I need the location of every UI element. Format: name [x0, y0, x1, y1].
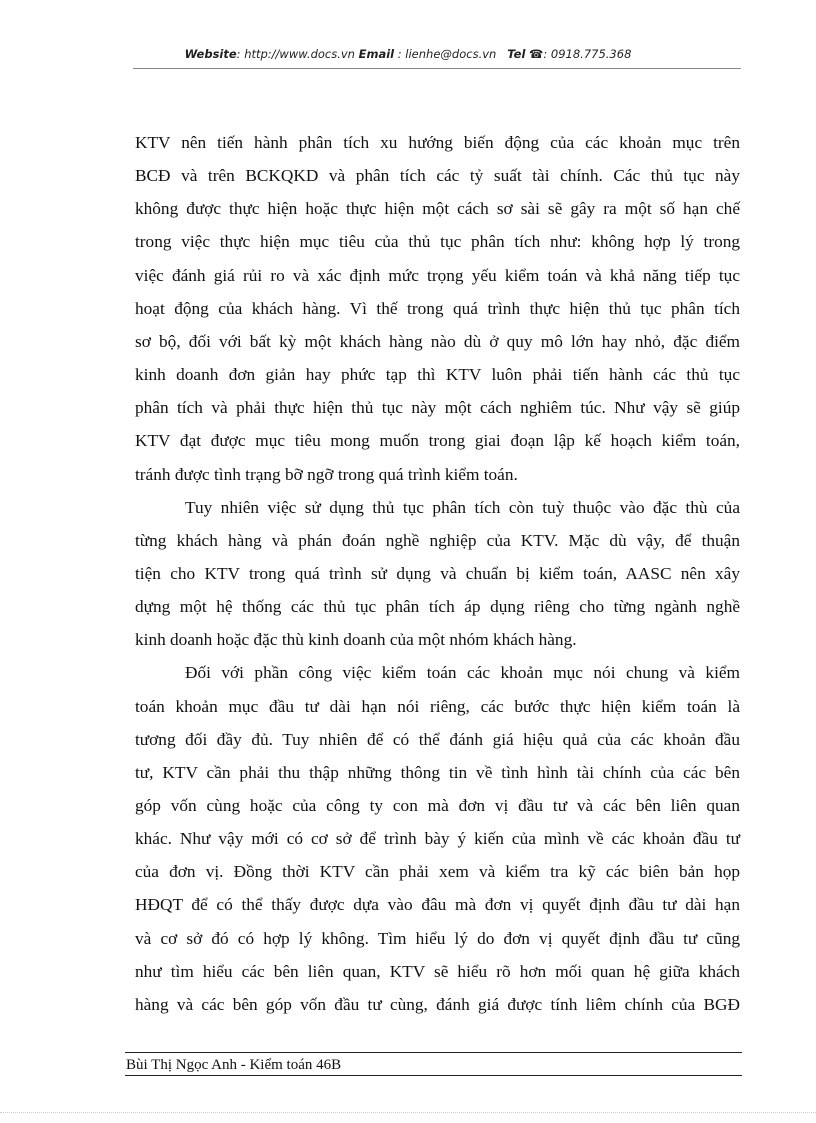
paragraph-3-line: HĐQT để có thể thấy được dựa vào đâu mà đơn vị quyết định đầu tư dài hạn	[135, 895, 740, 915]
paragraph-2-line: từng khách hàng và phán đoán nghề nghiệp của KTV. Mặc dù vậy, để thuận	[135, 530, 740, 550]
tel-label: Tel	[507, 47, 526, 61]
paragraph-1-line: KTV đạt được mục tiêu mong muốn trong giai đoạn lập kế hoạch kiểm toán,	[135, 431, 740, 451]
paragraph-1-line: phân tích và phải thực hiện thủ tục này một cách nghiêm túc. Như vậy sẽ giúp	[135, 398, 740, 418]
paragraph-1-line: trong việc thực hiện mục tiêu của thủ tục phân tích như: không hợp lý trong	[135, 232, 740, 252]
footer-bottom-divider	[125, 1075, 742, 1076]
email-label: Email	[358, 47, 395, 61]
paragraph-1-line: hoạt động của khách hàng. Vì thế trong quá trình thực hiện thủ tục phân tích	[135, 298, 740, 318]
paragraph-3-line: tư, KTV cần phải thu thập những thông tin về tình hình tài chính của các bên	[135, 762, 740, 782]
footer-top-divider	[125, 1052, 742, 1053]
paragraph-1-line: việc đánh giá rủi ro và xác định mức trọng yếu kiểm toán và khả năng tiếp tục	[135, 265, 740, 285]
paragraph-1-line: sơ bộ, đối với bất kỳ một khách hàng nào dù ở quy mô lớn hay nhỏ, đặc điểm	[135, 331, 740, 351]
page-break-dotted-line	[0, 1112, 816, 1113]
paragraph-3-line: và cơ sở đó có hợp lý không. Tìm hiểu lý do đơn vị quyết định đầu tư cũng	[135, 928, 740, 948]
paragraph-3-line: của đơn vị. Đồng thời KTV cần phải xem và kiểm tra kỹ các biên bản họp	[135, 862, 740, 882]
paragraph-3-line: toán khoản mục đầu tư dài hạn nói riêng, các bước thực hiện kiểm toán là	[135, 696, 740, 716]
paragraph-3-line: Đối với phần công việc kiểm toán các khoản mục nói chung và kiểm	[185, 663, 740, 683]
paragraph-1-line: không được thực hiện hoặc thực hiện một cách sơ sài sẽ gây ra một số hạn chế	[135, 199, 740, 219]
paragraph-3-line: góp vốn cùng hoặc của công ty con mà đơn vị đầu tư và các bên liên quan	[135, 796, 740, 815]
footer-author: Bùi Thị Ngọc Anh - Kiểm toán 46B	[126, 1057, 342, 1073]
paragraph-3-line: như tìm hiểu các bên liên quan, KTV sẽ hiểu rõ hơn mối quan hệ giữa khách	[135, 961, 740, 981]
phone-icon: ☎	[529, 47, 544, 61]
website-link[interactable]: : http://www.docs.vn	[236, 47, 355, 61]
paragraph-3-line: hàng và các bên góp vốn đầu tư cùng, đánh giá được tính liêm chính của BGĐ	[135, 994, 740, 1014]
paragraph-2-line: tiện cho KTV trong quá trình sử dụng và chuẩn bị kiểm toán, AASC nên xây	[135, 563, 740, 583]
paragraph-3-line: tương đối đầy đủ. Tuy nhiên để có thể đánh giá hiệu quả của các khoản đầu	[135, 729, 740, 749]
paragraph-1-line: tránh được tình trạng bỡ ngỡ trong quá trình kiểm toán.	[135, 464, 518, 484]
paragraph-1-line: kinh doanh đơn giản hay phức tạp thì KTV luôn phải tiến hành các thủ tục	[135, 365, 740, 385]
paragraph-1-line: BCĐ và trên BCKQKD và phân tích các tỷ suất tài chính. Các thủ tục này	[135, 166, 740, 186]
email-link[interactable]: : lienhe@docs.vn	[394, 47, 497, 61]
paragraph-2-line: kinh doanh hoặc đặc thù kinh doanh của một nhóm khách hàng.	[135, 630, 577, 650]
paragraph-1-line: KTV nên tiến hành phân tích xu hướng biến động của các khoản mục trên	[135, 133, 740, 152]
paragraph-2-line: Tuy nhiên việc sử dụng thủ tục phân tích còn tuỳ thuộc vào đặc thù của	[185, 497, 740, 517]
website-label: Website	[184, 47, 237, 61]
paragraph-2-line: dựng một hệ thống các thủ tục phân tích áp dụng riêng cho từng ngành nghề	[135, 597, 740, 617]
tel-value: : 0918.775.368	[543, 47, 632, 61]
paragraph-3-line: khác. Như vậy mới có cơ sở để trình bày ý kiến của mình về các khoản đầu tư	[135, 829, 740, 849]
